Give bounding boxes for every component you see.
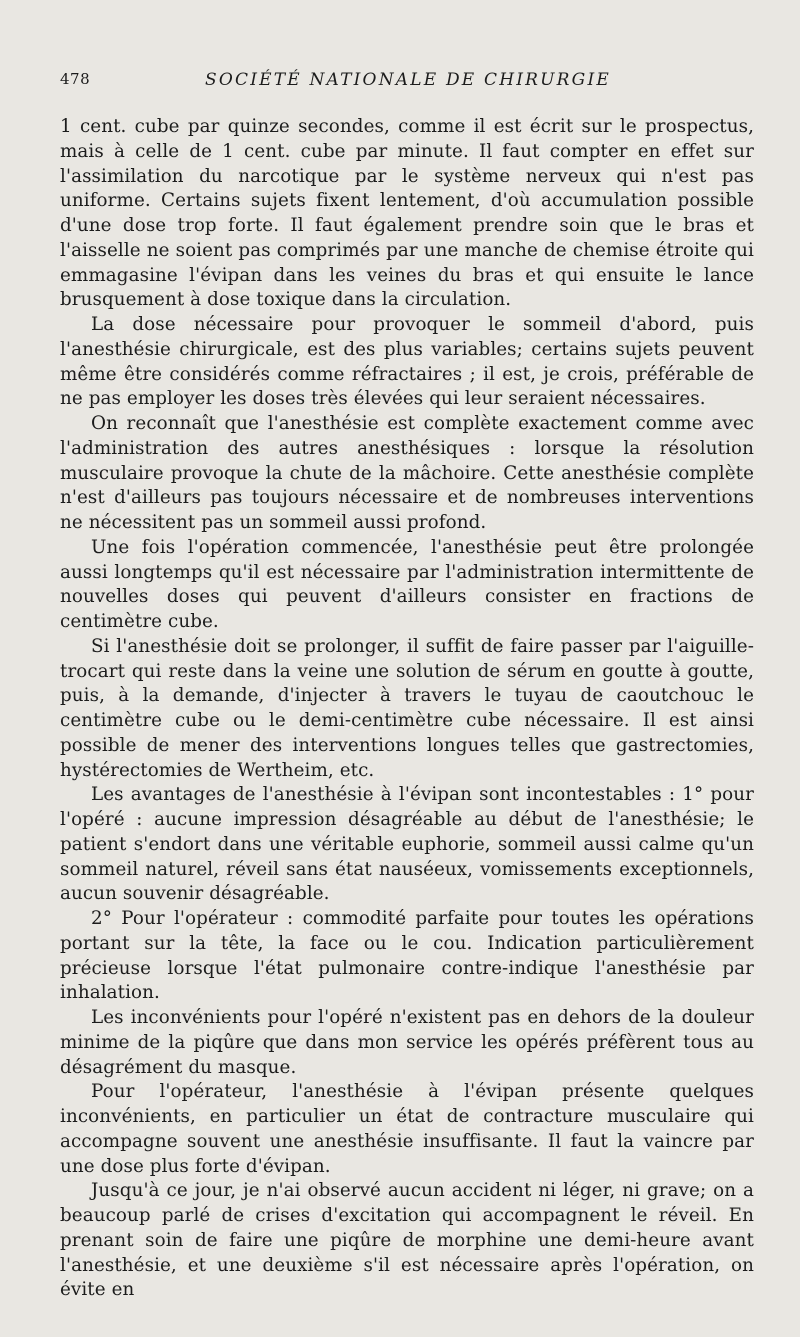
paragraph: Pour l'opérateur, l'anesthésie à l'évipan présente quelques inconvénients, en particulier un état de contracture musculaire qui accompagne souvent une anesthésie insuffisante. Il faut la vaincre par une dose plus forte d'évipan. — [60, 1081, 754, 1177]
body-text — [60, 115, 754, 1303]
paragraph: 2° Pour l'opérateur : commodité parfaite pour toutes les opérations portant sur la tête, la face ou le cou. Indication particulièrement précieuse lorsque l'état pulmonaire contre-indique l'anesthésie par inhalation. — [60, 908, 754, 1004]
paragraph: Si l'anesthésie doit se prolonger, il suffit de faire passer par l'aiguille-trocart qui reste dans la veine une solution de sérum en goutte à goutte, puis, à la demande, d'injecter à travers le tuyau de caoutchouc le centimètre cube ou le demi-centimètre cube nécessaire. Il est ainsi possible de mener des interventions longues telles que gastrectomies, hystérectomies de Wertheim, etc. — [60, 635, 754, 781]
running-title: SOCIÉTÉ NATIONALE DE CHIRURGIE — [205, 70, 611, 90]
page-header — [58, 70, 758, 94]
paragraph: Jusqu'à ce jour, je n'ai observé aucun accident ni léger, ni grave; on a beaucoup parlé de crises d'excitation qui accompagnent le réveil. En prenant soin de faire une piqûre de morphine une demi-heure avant l'anesthésie, et une deuxième s'il est nécessaire après l'opération, on évite en — [60, 1180, 754, 1301]
page-number: 478 — [60, 70, 91, 88]
paragraph: Une fois l'opération commencée, l'anesthésie peut être prolongée aussi longtemps qu'il est nécessaire par l'administration intermittente de nouvelles doses qui peuvent d'ailleurs consister en fractions de centimètre cube. — [60, 536, 754, 632]
paragraph: 1 cent. cube par quinze secondes, comme il est écrit sur le prospectus, mais à celle de 1 cent. cube par minute. Il faut compter en effet sur l'assimilation du narcotique par le système nerveux qui n'est pas uniforme. Certains sujets fixent lentement, d'où accumulation possible d'une dose trop forte. Il faut également prendre soin que le bras et l'aisselle ne soient pas comprimés par une manche de chemise étroite qui emmagasine l'évipan dans les veines du bras et qui ensuite le lance brusquement à dose toxique dans la circulation. — [60, 116, 754, 311]
paragraph: Les inconvénients pour l'opéré n'existent pas en dehors de la douleur minime de la piqûre que dans mon service les opérés préfèrent tous au désagrément du masque. — [60, 1007, 754, 1078]
paragraph: Les avantages de l'anesthésie à l'évipan sont incontestables : 1° pour l'opéré : aucune impression désagréable au début de l'anesthésie; le patient s'endort dans une véritable euphorie, sommeil aussi calme qu'un sommeil naturel, réveil sans état nauséeux, vomissements exceptionnels, aucun souvenir désagréable. — [60, 784, 754, 905]
paragraph: La dose nécessaire pour provoquer le sommeil d'abord, puis l'anesthésie chirurgicale, est des plus variables; certains sujets peuvent même être considérés comme réfractaires ; il est, je crois, préférable de ne pas employer les doses très élevées qui leur seraient nécessaires. — [60, 314, 754, 410]
paragraph: On reconnaît que l'anesthésie est complète exactement comme avec l'administration des autres anesthésiques : lorsque la résolution musculaire provoque la chute de la mâchoire. Cette anesthésie complète n'est d'ailleurs pas toujours nécessaire et de nombreuses interventions ne nécessitent pas un sommeil aussi profond. — [60, 413, 754, 533]
